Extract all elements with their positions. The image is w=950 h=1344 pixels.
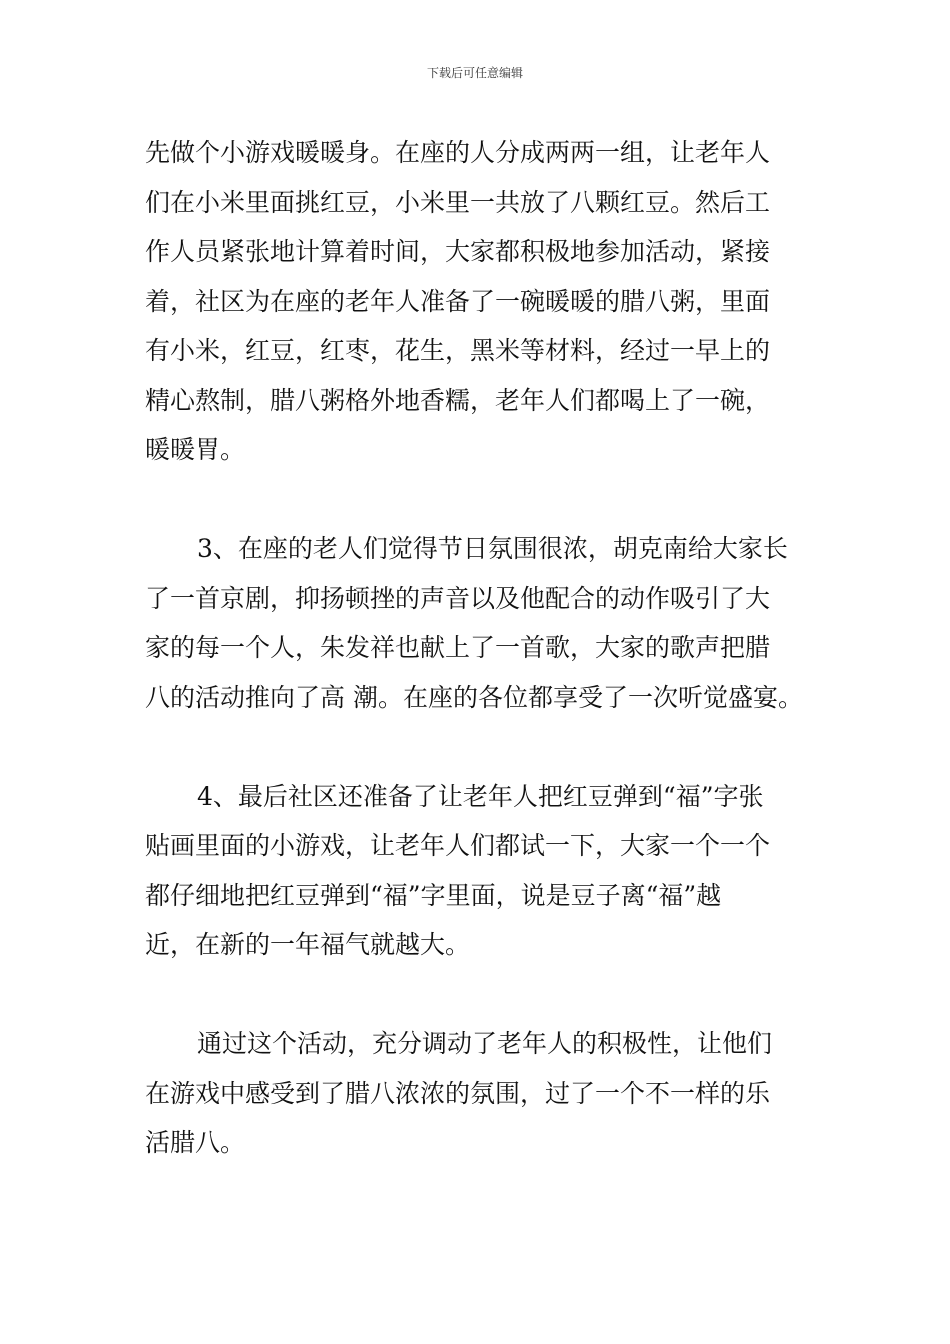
paragraph-3 [145, 772, 815, 970]
text-line: 都仔细地把红豆弹到“福”字里面，说是豆子离“福”越 [145, 880, 722, 910]
paragraph-2 [145, 524, 815, 722]
paragraph-spacer [145, 722, 815, 772]
page-header-note: 下载后可任意编辑 [426, 66, 523, 80]
text-line: 了一首京剧，抑扬顿挫的声音以及他配合的动作吸引了大 [145, 583, 771, 613]
text-line: 着，社区为在座的老年人准备了一碗暖暖的腊八粥，里面 [145, 286, 771, 316]
text-line: 精心熬制，腊八粥格外地香糯，老年人们都喝上了一碗， [145, 385, 771, 415]
text-line: 先做个小游戏暖暖身。在座的人分成两两一组，让老年人 [145, 138, 771, 167]
text-line: 们在小米里面挑红豆，小米里一共放了八颗红豆。然后工 [145, 187, 771, 217]
text-line: 八的活动推向了高 潮。在座的各位都享受了一次听觉盛宴。 [145, 682, 803, 712]
text-line: 作人员紧张地计算着时间，大家都积极地参加活动，紧接 [145, 237, 771, 266]
paragraph-4 [145, 1019, 815, 1168]
paragraph-1 [145, 128, 815, 475]
text-line: 4、最后社区还准备了让老年人把红豆弹到“福”字张 [197, 781, 764, 811]
text-line: 近，在新的一年福气就越大。 [145, 930, 471, 959]
text-line: 家的每一个人，朱发祥也献上了一首歌，大家的歌声把腊 [145, 633, 771, 662]
paragraph-spacer [145, 475, 815, 525]
text-line: 暖暖胃。 [145, 435, 246, 464]
paragraph-spacer [145, 970, 815, 1020]
text-line: 有小米，红豆，红枣，花生，黑米等材料，经过一早上的 [145, 336, 771, 365]
text-line: 通过这个活动，充分调动了老年人的积极性，让他们 [197, 1029, 773, 1058]
text-line: 贴画里面的小游戏，让老年人们都试一下，大家一个一个 [145, 831, 771, 860]
text-line: 活腊八。 [145, 1128, 246, 1157]
text-line: 在游戏中感受到了腊八浓浓的氛围，过了一个不一样的乐 [145, 1078, 771, 1108]
text-line: 3、在座的老人们觉得节日氛围很浓，胡克南给大家长 [197, 534, 788, 563]
document-body [145, 128, 815, 1168]
